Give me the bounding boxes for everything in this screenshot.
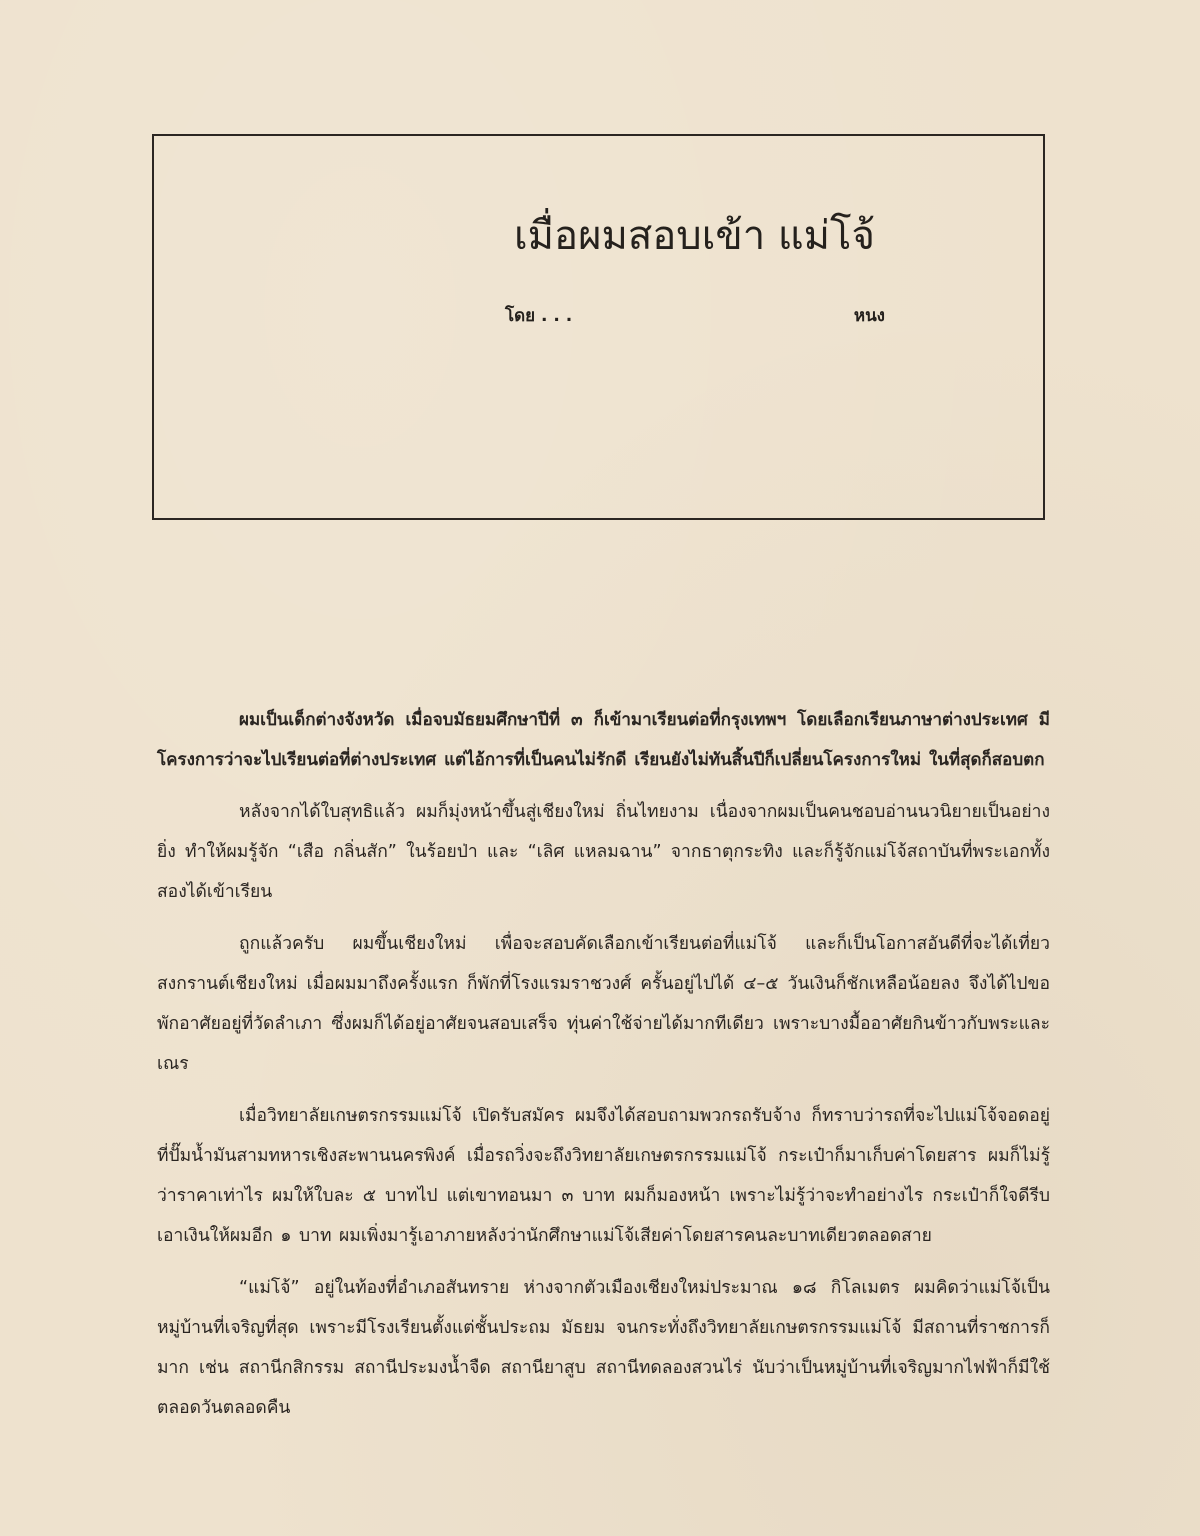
byline	[505, 302, 885, 329]
paragraph: เมื่อวิทยาลัยเกษตรกรรมแม่โจ้ เปิดรับสมัคร ผมจึงได้สอบถามพวกรถรับจ้าง ก็ทราบว่ารถที่จะไปแม่โจ้จอดอยู่ที่ปั๊มน้ำมันสามทหารเชิงสะพานนครพิงค์ เมื่อรถวิ่งจะถึงวิทยาลัยเกษตรกรรมแม่โจ้ กระเป๋าก็มาเก็บค่าโดยสาร ผมก็ไม่รู้ว่าราคาเท่าไร ผมให้ใบละ ๕ บาทไป แต่เขาทอนมา ๓ บาท ผมก็มองหน้า เพราะไม่รู้ว่าจะทำอย่างไร กระเป๋าก็ใจดีรีบเอาเงินให้ผมอีก ๑ บาท ผมเพิ่งมารู้เอาภายหลังว่านักศึกษาแม่โจ้เสียค่าโดยสารคนละบาทเดียวตลอดสาย	[157, 1106, 1050, 1246]
paragraph: หลังจากได้ใบสุทธิแล้ว ผมก็มุ่งหน้าขึ้นสู่เชียงใหม่ ถิ่นไทยงาม เนื่องจากผมเป็นคนชอบอ่านนวนิยายเป็นอย่างยิ่ง ทำให้ผมรู้จัก “เสือ กลิ่นสัก” ในร้อยป่า และ “เลิศ แหลมฉาน” จากธาตุกระทิง และก็รู้จักแม่โจ้สถาบันที่พระเอกทั้งสองได้เข้าเรียน	[157, 802, 1050, 902]
author-name: หนง	[853, 306, 885, 326]
paragraph: “แม่โจ้” อยู่ในท้องที่อำเภอสันทราย ห่างจากตัวเมืองเชียงใหม่ประมาณ ๑๘ กิโลเมตร ผมคิดว่าแม่โจ้เป็นหมู่บ้านที่เจริญที่สุด เพราะมีโรงเรียนตั้งแต่ชั้นประถม มัธยม จนกระทั่งถึงวิทยาลัยเกษตรกรรมแม่โจ้ มีสถานที่ราชการก็มาก เช่น สถานีกสิกรรม สถานีประมงน้ำจืด สถานียาสูบ สถานีทดลองสวนไร่ นับว่าเป็นหมู่บ้านที่เจริญมากไฟฟ้าก็มีใช้ตลอดวันตลอดคืน	[157, 1278, 1050, 1418]
article-title: เมื่อผมสอบเข้า แม่โจ้	[514, 213, 875, 259]
paragraph: ถูกแล้วครับ ผมขึ้นเชียงใหม่ เพื่อจะสอบคัดเลือกเข้าเรียนต่อที่แม่โจ้ และก็เป็นโอกาสอันดีที่จะได้เที่ยวสงกรานต์เชียงใหม่ เมื่อผมมาถึงครั้งแรก ก็พักที่โรงแรมราชวงศ์ ครั้นอยู่ไปได้ ๔–๕ วันเงินก็ชักเหลือน้อยลง จึงได้ไปขอพักอาศัยอยู่ที่วัดลำเภา ซึ่งผมก็ได้อยู่อาศัยจนสอบเสร็จ ทุ่นค่าใช้จ่ายได้มากทีเดียว เพราะบางมื้ออาศัยกินข้าวกับพระและเณร	[157, 934, 1050, 1074]
paragraph: ผมเป็นเด็กต่างจังหวัด เมื่อจบมัธยมศึกษาปีที่ ๓ ก็เข้ามาเรียนต่อที่กรุงเทพฯ โดยเลือกเรียนภาษาต่างประเทศ มีโครงการว่าจะไปเรียนต่อที่ต่างประเทศ แต่ไอ้การที่เป็นคนไม่รักดี เรียนยังไม่ทันสิ้นปีก็เปลี่ยนโครงการใหม่ ในที่สุดก็สอบตก	[157, 710, 1050, 770]
byline-prefix: โดย . . .	[505, 306, 573, 326]
article-body	[157, 700, 1050, 1440]
